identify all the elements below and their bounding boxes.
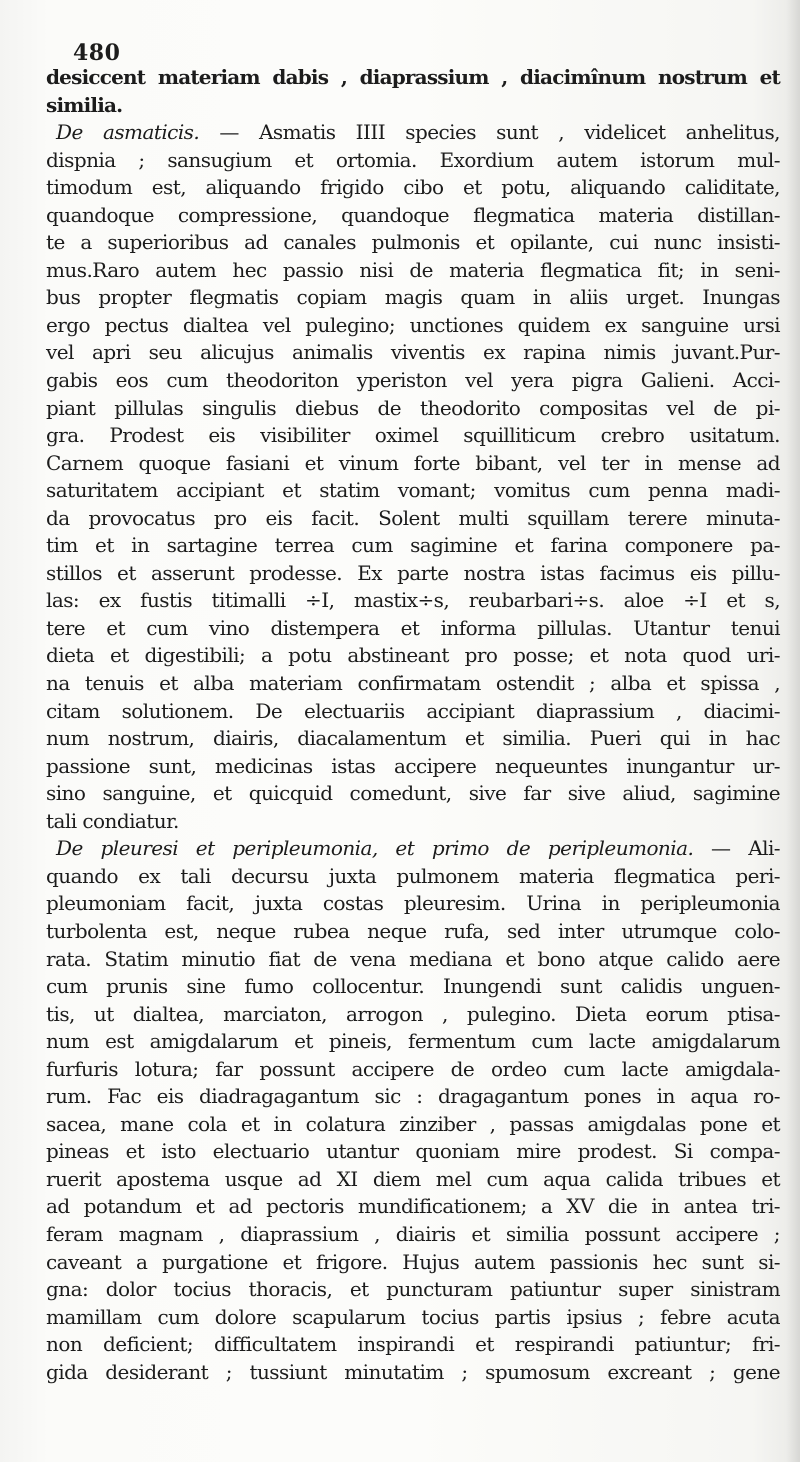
text-line <box>46 670 780 698</box>
line-text: stillos et asserunt prodesse. Ex parte nostra istas facimus eis pillu- <box>46 560 780 585</box>
text-line <box>46 560 780 588</box>
text-line <box>46 1304 780 1332</box>
line-text: dispnia ; sansugium et ortomia. Exordium autem istorum mul- <box>46 147 780 172</box>
line-text: tim et in sartagine terrea cum sagimine et farina componere pa- <box>46 533 780 558</box>
line-text: bus propter flegmatis copiam magis quam in aliis urget. Inungas <box>46 285 780 310</box>
text-line <box>46 863 780 891</box>
text-line <box>46 147 780 175</box>
text-line <box>46 450 780 478</box>
text-line <box>46 973 780 1001</box>
text-line <box>46 1056 780 1084</box>
text-line <box>46 890 780 918</box>
page-body-text <box>46 64 780 1386</box>
text-line <box>46 918 780 946</box>
line-text: tere et cum vino distempera et informa pillulas. Utantur tenui <box>46 615 780 640</box>
text-line <box>46 1166 780 1194</box>
text-line <box>46 1083 780 1111</box>
line-text: ruerit apostema usque ad XI diem mel cum aqua calida tribues et <box>46 1166 780 1191</box>
line-text: piant pillulas singulis diebus de theodorito compositas vel de pi- <box>46 395 780 420</box>
text-line <box>46 505 780 533</box>
line-text: desiccent materiam dabis , diaprassium , diacimînum nostrum et <box>46 65 780 89</box>
line-text: pineas et isto electuario utantur quoniam mire prodest. Si compa- <box>46 1139 780 1164</box>
text-line <box>46 1193 780 1221</box>
line-text: na tenuis et alba materiam confirmatam ostendit ; alba et spissa , <box>46 671 780 696</box>
line-text: cum prunis sine fumo collocentur. Inungendi sunt calidis unguen- <box>46 974 780 999</box>
text-line <box>46 725 780 753</box>
text-line <box>46 257 780 285</box>
line-text: sacea, mane cola et in colatura zinziber , passas amigdalas pone et <box>46 1111 780 1136</box>
text-line <box>46 532 780 560</box>
text-line <box>46 367 780 395</box>
text-line <box>46 946 780 974</box>
text-line <box>46 808 780 836</box>
text-line <box>46 1249 780 1277</box>
text-line <box>46 202 780 230</box>
text-line <box>46 642 780 670</box>
line-text: sino sanguine, et quicquid comedunt, sive far sive aliud, sagimine <box>46 781 780 806</box>
text-line <box>46 1138 780 1166</box>
line-text: gida desiderant ; tussiunt minutatim ; spumosum excreant ; gene <box>46 1359 780 1384</box>
text-line <box>46 1111 780 1139</box>
line-text: quando ex tali decursu juxta pulmonem materia flegmatica peri- <box>46 863 780 888</box>
text-line <box>46 477 780 505</box>
line-text: mus.Raro autem hec passio nisi de materia flegmatica fit; in seni- <box>46 257 780 282</box>
line-text: — Asmatis IIII species sunt , videlicet anhelitus, <box>199 120 780 145</box>
line-text: las: ex fustis titimalli ÷I, mastix÷s, reubarbari÷s. aloe ÷I et s, <box>46 588 780 613</box>
text-line <box>46 1331 780 1359</box>
section-heading: De pleuresi et peripleumonia, et primo de peripleumonia. <box>56 836 694 861</box>
text-line <box>46 1221 780 1249</box>
line-text: feram magnam , diaprassium , diairis et similia possunt accipere ; <box>46 1221 780 1246</box>
text-line <box>46 395 780 423</box>
line-text: rum. Fac eis diadragagantum sic : dragagantum pones in aqua ro- <box>46 1084 780 1109</box>
line-text: quandoque compressione, quandoque flegmatica materia distillan- <box>46 202 780 227</box>
line-text: gna: dolor tocius thoracis, et puncturam patiuntur super sinistram <box>46 1277 780 1302</box>
line-text: passione sunt, medicinas istas accipere nequeuntes inungantur ur- <box>46 753 780 778</box>
section-heading: De asmaticis. <box>56 120 200 145</box>
text-line <box>46 339 780 367</box>
line-text: tis, ut dialtea, marciaton, arrogon , pulegino. Dieta eorum ptisa- <box>46 1001 780 1026</box>
text-line <box>46 1028 780 1056</box>
line-text: saturitatem accipiant et statim vomant; vomitus cum penna madi- <box>46 478 780 503</box>
line-text: num est amigdalarum et pineis, fermentum cum lacte amigdalarum <box>46 1029 780 1054</box>
line-text: gra. Prodest eis visibiliter oximel squilliticum crebro usitatum. <box>46 423 780 448</box>
line-text: caveant a purgatione et frigore. Hujus autem passionis hec sunt si- <box>46 1249 780 1274</box>
line-text: mamillam cum dolore scapularum tocius partis ipsius ; febre acuta <box>46 1304 780 1329</box>
line-text: rata. Statim minutio fiat de vena mediana et bono atque calido aere <box>46 946 780 971</box>
line-text: pleumoniam facit, juxta costas pleuresim. Urina in peripleumonia <box>46 891 780 916</box>
text-line <box>46 229 780 257</box>
line-text: Carnem quoque fasiani et vinum forte bibant, vel ter in mense ad <box>46 450 780 475</box>
text-line <box>46 615 780 643</box>
text-line <box>46 753 780 781</box>
text-line <box>46 780 780 808</box>
line-text: te a superioribus ad canales pulmonis et opilante, cui nunc insisti- <box>46 230 780 255</box>
line-text: timodum est, aliquando frigido cibo et potu, aliquando caliditate, <box>46 175 780 200</box>
line-text: ad potandum et ad pectoris mundificationem; a XV die in antea tri- <box>46 1194 780 1219</box>
text-line <box>46 1276 780 1304</box>
line-text: tali condiatur. <box>46 808 179 833</box>
text-line <box>46 119 780 147</box>
text-line <box>46 698 780 726</box>
text-line <box>46 587 780 615</box>
text-line <box>46 92 780 120</box>
line-text: non deficient; difficultatem inspirandi et respirandi patiuntur; fri- <box>46 1332 780 1357</box>
text-line <box>46 64 780 92</box>
line-text: — Ali- <box>693 836 780 861</box>
line-text: dieta et digestibili; a potu abstineant pro posse; et nota quod uri- <box>46 643 780 668</box>
text-line <box>46 312 780 340</box>
line-text: similia. <box>46 92 123 117</box>
text-line <box>46 284 780 312</box>
text-line <box>46 1001 780 1029</box>
line-text: ergo pectus dialtea vel pulegino; unctiones quidem ex sanguine ursi <box>46 312 780 337</box>
line-text: num nostrum, diairis, diacalamentum et similia. Pueri qui in hac <box>46 726 780 751</box>
text-line <box>46 1359 780 1387</box>
page-edge-shadow <box>786 0 800 1462</box>
page-number: 480 <box>73 40 121 66</box>
line-text: gabis eos cum theodoriton yperiston vel yera pigra Galieni. Acci- <box>46 368 780 393</box>
line-text: citam solutionem. De electuariis accipiant diaprassium , diacimi- <box>46 698 780 723</box>
line-text: vel apri seu alicujus animalis viventis ex rapina nimis juvant.Pur- <box>46 340 780 365</box>
text-line <box>46 422 780 450</box>
line-text: furfuris lotura; far possunt accipere de ordeo cum lacte amigdala- <box>46 1056 780 1081</box>
line-text: turbolenta est, neque rubea neque rufa, sed inter utrumque colo- <box>46 918 780 943</box>
text-line <box>46 174 780 202</box>
text-line <box>46 835 780 863</box>
line-text: da provocatus pro eis facit. Solent multi squillam terere minuta- <box>46 505 780 530</box>
